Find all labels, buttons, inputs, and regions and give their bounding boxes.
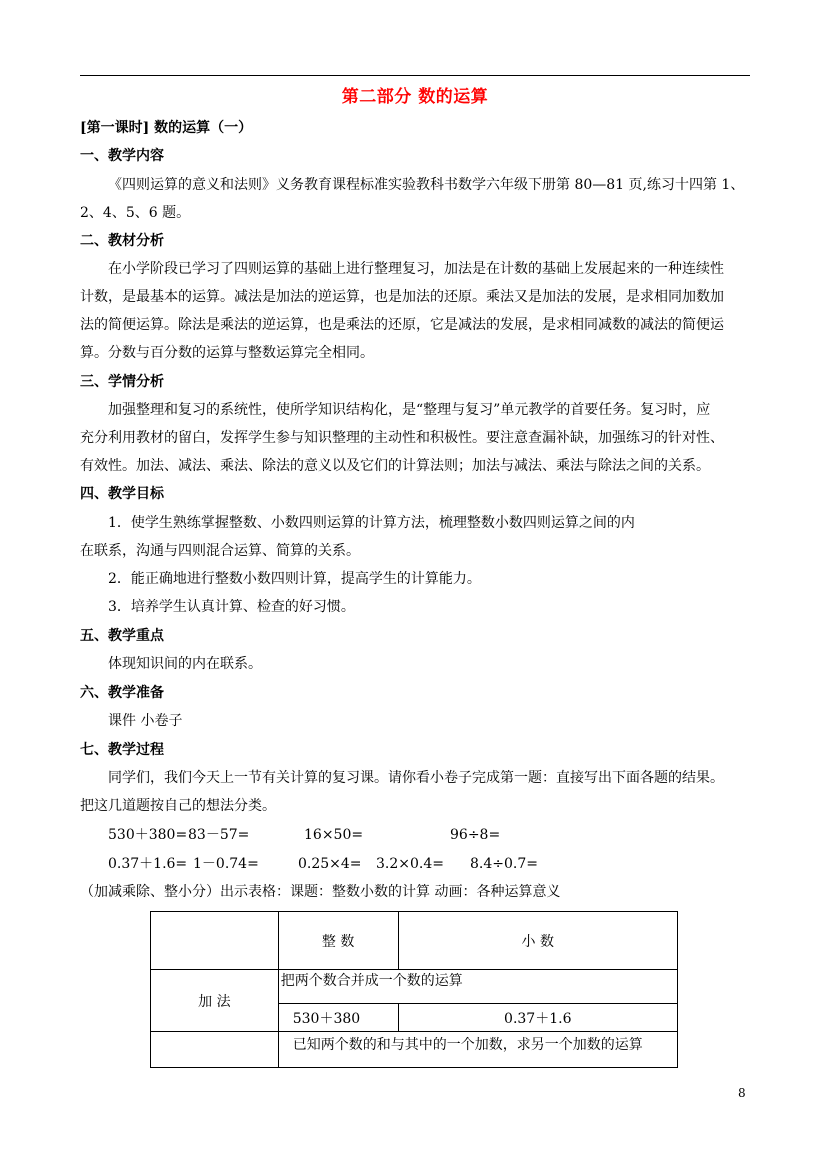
section-7-text: （加减乘除、整小分）出示表格：课题：整数小数的计算 动画：各种运算意义 xyxy=(80,884,561,900)
header-rule xyxy=(80,75,750,76)
exercise-item: 96÷8= xyxy=(450,827,501,843)
exercise-item: 1－0.74= xyxy=(193,856,259,872)
exercise-item: 3.2×0.4= xyxy=(376,856,444,872)
operations-table xyxy=(150,911,678,1068)
exercise-item: 0.25×4= xyxy=(298,856,362,872)
section-1-text: 2、4、5、6 题。 xyxy=(80,205,191,221)
table-cell-meaning: 把两个数合并成一个数的运算 xyxy=(278,970,677,1004)
page-title: 第二部分 数的运算 xyxy=(341,87,489,107)
section-4-text: 1．使学生熟练掌握整数、小数四则运算的计算方法，梳理整数小数四则运算之间的内 xyxy=(108,515,635,531)
section-4-heading: 四、教学目标 xyxy=(80,486,164,502)
section-3-heading: 三、学情分析 xyxy=(80,374,164,390)
section-3-text: 充分利用教材的留白，发挥学生参与知识整理的主动性和积极性。要注意查漏补缺，加强练习的针对性、 xyxy=(80,430,724,446)
table-cell-inverse: 已知两个数的和与其中的一个加数，求另一个加数的运算 xyxy=(278,1032,677,1068)
exercise-item: 0.37＋1.6= xyxy=(108,856,188,872)
section-1-text: 《四则运算的意义和法则》义务教育课程标准实验教科书数学六年级下册第 80—81 页,练习十四第 1、 xyxy=(108,177,745,193)
section-7-text: 同学们，我们今天上一节有关计算的复习课。请你看小卷子完成第一题：直接写出下面各题的结果。 xyxy=(108,770,724,786)
section-2-heading: 二、教材分析 xyxy=(80,233,164,249)
table-row xyxy=(151,1032,678,1068)
exercise-item: 530＋380= xyxy=(108,827,188,843)
exercise-item: 16×50= xyxy=(304,827,364,843)
table-cell-integer-example: 530＋380 xyxy=(278,1004,398,1032)
table-header-decimal: 小 数 xyxy=(398,912,677,970)
table-row-label: 加 法 xyxy=(151,970,279,1032)
page-number: 8 xyxy=(738,1086,746,1100)
table-cell xyxy=(151,912,279,970)
section-4-text: 2．能正确地进行整数小数四则计算，提高学生的计算能力。 xyxy=(108,571,481,587)
exercise-item: 83－57= xyxy=(188,827,250,843)
section-6-heading: 六、教学准备 xyxy=(80,685,164,701)
section-6-text: 课件 小卷子 xyxy=(108,713,183,729)
table-header-integer: 整 数 xyxy=(278,912,398,970)
section-4-text: 在联系，沟通与四则混合运算、简算的关系。 xyxy=(80,543,360,559)
section-1-heading: 一、教学内容 xyxy=(80,148,164,164)
section-5-heading: 五、教学重点 xyxy=(80,628,164,644)
section-7-text: 把这几道题按自己的想法分类。 xyxy=(80,798,276,814)
section-3-text: 有效性。加法、减法、乘法、除法的意义以及它们的计算法则；加法与减法、乘法与除法之间的关系。 xyxy=(80,458,710,474)
exercise-item: 8.4÷0.7= xyxy=(470,856,538,872)
section-2-text: 法的简便运算。除法是乘法的逆运算，也是乘法的还原，它是减法的发展，是求相同减数的减法的简便运 xyxy=(80,317,724,333)
section-4-text: 3．培养学生认真计算、检查的好习惯。 xyxy=(108,599,355,615)
table-cell-decimal-example: 0.37＋1.6 xyxy=(398,1004,677,1032)
table-row xyxy=(151,970,678,1004)
section-2-text: 算。分数与百分数的运算与整数运算完全相同。 xyxy=(80,345,374,361)
section-5-text: 体现知识间的内在联系。 xyxy=(108,656,262,672)
section-3-text: 加强整理和复习的系统性，使所学知识结构化，是“整理与复习”单元教学的首要任务。复习时，应 xyxy=(108,402,711,418)
section-2-text: 在小学阶段已学习了四则运算的基础上进行整理复习，加法是在计数的基础上发展起来的一种连续性 xyxy=(108,261,724,277)
table-row xyxy=(151,912,678,970)
table-cell xyxy=(151,1032,279,1068)
section-7-heading: 七、教学过程 xyxy=(80,742,164,758)
section-2-text: 计数，是最基本的运算。减法是加法的逆运算，也是加法的还原。乘法又是加法的发展，是求相同加数加 xyxy=(80,289,724,305)
lesson-heading: [第一课时] 数的运算（一） xyxy=(80,120,253,136)
